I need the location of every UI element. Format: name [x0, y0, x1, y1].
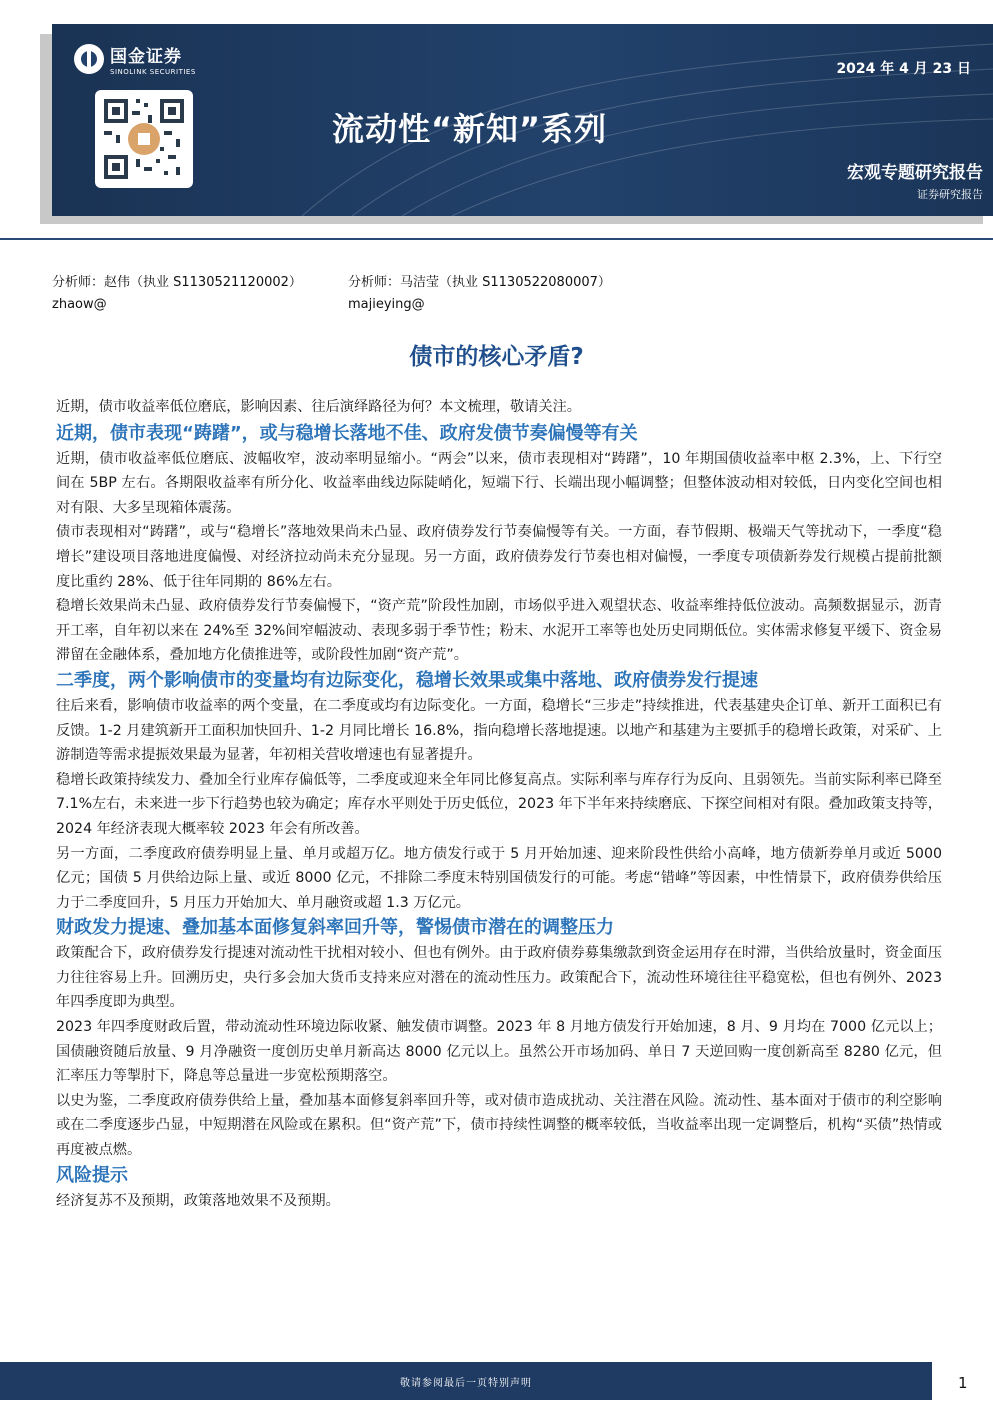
qr-code-icon	[95, 90, 193, 188]
company-logo	[74, 42, 196, 76]
body-paragraph: 2023 年四季度财政后置，带动流动性环境边际收紧、触发债市调整。2023 年 8 月地方债发行开始加速，8 月、9 月均在 7000 亿元以上；国债融资随后放量、9 月净融资一度创历史单月新高达 8000 亿元以上。虽然公开市场加码、单日 7 天逆回购一度创新高至 8280 亿元，但汇率压力等掣肘下，降息等总量进一步宽松预期落空。	[56, 1019, 942, 1085]
body-paragraph: 以史为鉴，二季度政府债券供给上量，叠加基本面修复斜率回升等，或对债市造成扰动、关注潜在风险。流动性、基本面对于债市的利空影响或在二季度逐步凸显，中短期潜在风险或在累积。但“资产荒”下，债市持续性调整的概率较低，当收益率出现一定调整后，机构“买债”热情或再度被点燃。	[56, 1092, 942, 1159]
analyst-block	[348, 272, 611, 316]
footer-disclaimer: 敬请参阅最后一页特别声明	[400, 1378, 532, 1389]
logo-name-cn: 国金证券	[110, 47, 182, 67]
analyst-name: 分析师：马洁莹（执业 S1130522080007）	[348, 275, 611, 290]
document-title: 债市的核心矛盾?	[409, 344, 584, 370]
analyst-email: majieying@	[348, 297, 425, 312]
section-heading: 二季度，两个影响债市的变量均有边际变化，稳增长效果或集中落地、政府债券发行提速	[56, 669, 758, 691]
body-paragraph: 另一方面，二季度政府债券明显上量、单月或超万亿。地方债发行或于 5 月开始加速、迎来阶段性供给小高峰，地方债新券单月或近 5000 亿元；国债 5 月供给边际上量、或近 8000 亿元，不排除二季度末特别国债发行的可能。考虑“错峰”等因素，中性情景下，政府债券供给压力于二季度回升，5 月压力开始加大、单月融资或超 1.3 万亿元。	[56, 845, 942, 911]
analyst-name: 分析师：赵伟（执业 S1130521120002）	[52, 275, 302, 290]
qr-code-graphic	[100, 95, 188, 183]
body-paragraph: 稳增长效果尚未凸显、政府债券发行节奏偏慢下，“资产荒”阶段性加剧，市场似乎进入观望状态、收益率维持低位波动。高频数据显示，沥青开工率，自年初以来在 24%至 32%间窄幅波动、表现多弱于季节性；粉末、水泥开工率等也处历史同期低位。实体需求修复平缓下、资金易滞留在金融体系，叠加地方化债推进等，或阶段性加剧“资产荒”。	[56, 598, 942, 664]
header-rule	[0, 238, 993, 240]
logo-name-en: SINOLINK SECURITIES	[110, 68, 196, 76]
section-heading: 近期，债市表现“踌躇”，或与稳增长落地不佳、政府发债节奏偏慢等有关	[56, 422, 638, 444]
section-heading: 风险提示	[56, 1164, 128, 1186]
page-number: 1	[958, 1374, 968, 1392]
report-subtype: 证券研究报告	[917, 188, 983, 201]
report-date: 2024 年 4 月 23 日	[836, 61, 971, 77]
series-title: 流动性“新知”系列	[332, 110, 608, 148]
analyst-block	[52, 272, 302, 316]
body-paragraph: 往后来看，影响债市收益率的两个变量，在二季度或均有边际变化。一方面，稳增长“三步走”持续推进，代表基建央企订单、新开工面积已有反馈。1-2 月建筑新开工面积加快回升、1-2 月同比增长 16.8%，指向稳增长落地提速。以地产和基建为主要抓手的稳增长政策，对采矿、上游制造等需求提振效果最为显著，年初相关营收增速也有显著提升。	[56, 697, 942, 764]
body-paragraph: 经济复苏不及预期，政策落地效果不及预期。	[56, 1192, 340, 1209]
logo-mark-icon	[74, 44, 104, 74]
report-type: 宏观专题研究报告	[847, 163, 983, 183]
body-paragraph: 债市表现相对“踌躇”，或与“稳增长”落地效果尚未凸显、政府债券发行节奏偏慢等有关。一方面，春节假期、极端天气等扰动下，一季度“稳增长”建设项目落地进度偏慢、对经济拉动尚未充分显现。另一方面，政府债券发行节奏也相对偏慢，一季度专项债新券发行规模占提前批额度比重约 28%、低于往年同期的 86%左右。	[56, 524, 942, 590]
report-body	[56, 395, 942, 1213]
body-paragraph: 稳增长政策持续发力、叠加全行业库存偏低等，二季度或迎来全年同比修复高点。实际利率与库存行为反向、且弱领先。当前实际利率已降至 7.1%左右，未来进一步下行趋势也较为确定；库存水平则处于历史低位，2023 年下半年来持续磨底、下探空间相对有限。叠加政策支持等，2024 年经济表现大概率较 2023 年会有所改善。	[56, 771, 942, 837]
body-paragraph: 政策配合下，政府债券发行提速对流动性干扰相对较小、但也有例外。由于政府债券募集缴款到资金运用存在时滞，当供给放量时，资金面压力往往容易上升。回溯历史，央行多会加大货币支持来应对潜在的流动性压力。政策配合下，流动性环境往往平稳宽松，但也有例外、2023 年四季度即为典型。	[56, 945, 942, 1011]
section-heading: 财政发力提速、叠加基本面修复斜率回升等，警惕债市潜在的调整压力	[56, 917, 614, 939]
body-paragraph: 近期，债市收益率低位磨底、波幅收窄，波动率明显缩小。“两会”以来，债市表现相对“踌躇”，10 年期国债收益率中枢 2.3%，上、下行空间在 5BP 左右。各期限收益率有所分化、收益率曲线边际陡峭化，短端下行、长端出现小幅调整；但整体波动相对较低，日内变化空间也相对有限、大多呈现箱体震荡。	[56, 450, 942, 516]
intro-paragraph: 近期，债市收益率低位磨底，影响因素、往后演绎路径为何？本文梳理，敬请关注。	[56, 399, 581, 415]
analyst-email: zhaow@	[52, 297, 107, 312]
